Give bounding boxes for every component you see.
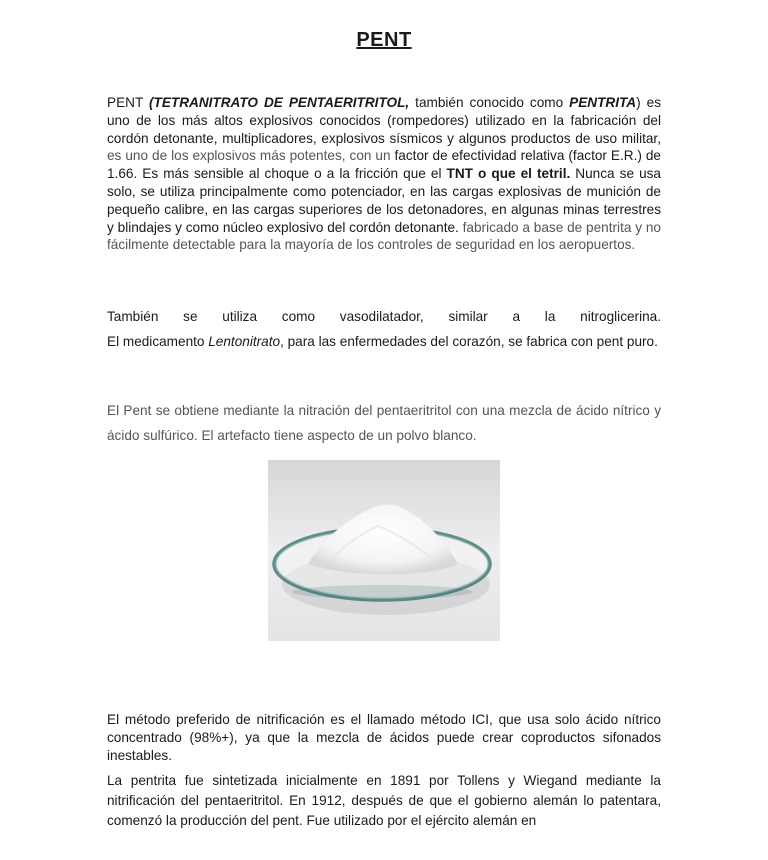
history-paragraph: La pentrita fue sintetizada inicialmente en 1891 por Tollens y Wiegand mediante la nitrificación del pentaeritritol. En 1912, después de que el gobierno alemán lo patentara, comenzó la producción del pent. Fue utilizado por el ejército alemán en — [107, 773, 661, 828]
uses-text-a: El medicamento — [107, 334, 209, 349]
white-powder-photo — [268, 460, 500, 641]
intro-text-c: también conocido como — [409, 95, 570, 110]
intro-text-g: factor de efectividad relativa (factor E.R.) de 1.66. Es más sensible al choque o a la fricción que el — [107, 148, 661, 182]
intro-text-e: ) es uno de los más altos explosivos conocidos (rompedores) utilizado en la fabricación del cordón detonante, multiplicadores, explosivos sísmicos y algunos productos de uso militar, — [107, 95, 661, 146]
uses-line-1: También se utiliza como vasodilatador, similar a la nitroglicerina. — [107, 309, 661, 324]
intro-paragraph — [107, 94, 661, 254]
intro-text-i: Nunca se usa solo, se utiliza principalmente como potenciador, en las cargas explosivas de munición de pequeño calibre, en las cargas superiores de los detonadores, en algunas minas terrestres y blindajes y como núcleo explosivo del cordón detonante. — [107, 166, 661, 235]
alt-name: PENTRITA — [569, 95, 637, 110]
intro-text-a: PENT — [107, 95, 149, 110]
synthesis-paragraph: El Pent se obtiene mediante la nitración del pentaeritritol con una mezcla de ácido nítrico y ácido sulfúrico. El artefacto tiene aspecto de un polvo blanco. — [107, 403, 661, 443]
chemical-name: (TETRANITRATO DE PENTAERITRITOL, — [149, 95, 410, 110]
uses-text-c: , para las enfermedades del corazón, se fabrica con pent puro. — [280, 334, 658, 349]
intro-text-h: TNT o que el tetril. — [446, 166, 571, 182]
intro-text-j: fabricado a base de pentrita y no fácilmente detectable para la mayoría de los controles de seguridad en los aeropuertos. — [107, 219, 661, 253]
medicine-name: Lentonitrato — [208, 334, 281, 349]
intro-text-f: es uno de los explosivos más potentes, con un — [107, 148, 391, 164]
method-paragraph: El método preferido de nitrificación es el llamado método ICI, que usa solo ácido nítrico concentrado (98%+), ya que la mezcla de ácidos puede crear coproductos sifonados inestables. — [107, 712, 661, 763]
page-title: PENT — [356, 29, 412, 51]
uses-paragraph — [107, 304, 661, 354]
